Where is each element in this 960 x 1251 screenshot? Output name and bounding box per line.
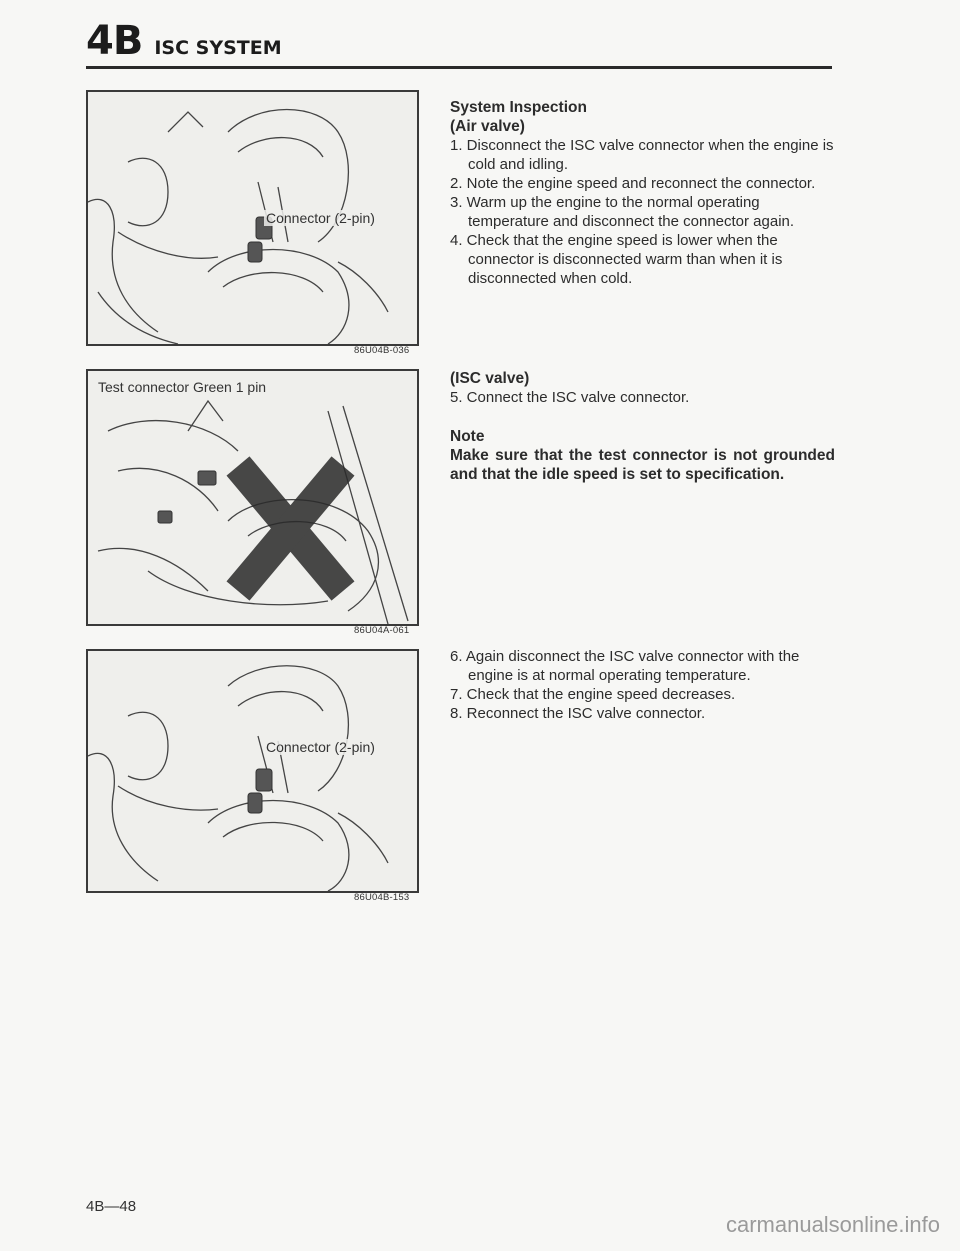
section-subheading: (Air valve) [450,118,525,135]
step-item: 5. Connect the ISC valve connector. [450,389,690,406]
page-number: 4B—48 [86,1198,137,1215]
figure-code: 86U04B-153 [354,892,410,903]
section-number: 4B [86,18,143,64]
step-item: 3. Warm up the engine to the normal operating temperature and disconnect the connector again. [450,194,795,230]
page-header [86,18,282,64]
engine-illustration [88,371,417,624]
figure-test-connector [86,369,419,626]
step-item: 1. Disconnect the ISC valve connector when the engine is cold and idling. [450,137,834,173]
step-item: 8. Reconnect the ISC valve connector. [450,705,706,722]
watermark: carmanualsonline.info [725,1212,940,1237]
section-heading: System Inspection [450,99,587,116]
figure-code: 86U04A-061 [354,625,410,636]
not-allowed-cross [238,466,343,591]
figure-label: Connector (2-pin) [266,210,375,226]
section-subheading: (ISC valve) [450,370,530,387]
step-item: 7. Check that the engine speed decreases. [450,686,736,703]
section-title: ISC SYSTEM [154,37,282,59]
figure-code: 86U04B-036 [354,345,410,356]
note-body: Make sure that the test connector is not grounded and that the idle speed is set to specification. [450,447,835,483]
inspection-section [450,98,835,288]
figure-label: Test connector Green 1 pin [98,379,267,395]
note-title: Note [450,428,485,445]
final-steps-section [450,647,835,723]
step-item: 2. Note the engine speed and reconnect the connector. [450,175,816,192]
header-rule [86,66,832,69]
figure-connector-2pin-warm [86,649,419,893]
step-item: 4. Check that the engine speed is lower when the connector is disconnected warm than when it is disconnected when cold. [450,232,783,287]
step-item: 6. Again disconnect the ISC valve connector with the engine is at normal operating temperature. [450,648,800,684]
figure-connector-2pin-cold [86,90,419,346]
isc-valve-section [450,369,835,484]
figure-label: Connector (2-pin) [266,739,375,755]
engine-illustration [88,651,417,891]
